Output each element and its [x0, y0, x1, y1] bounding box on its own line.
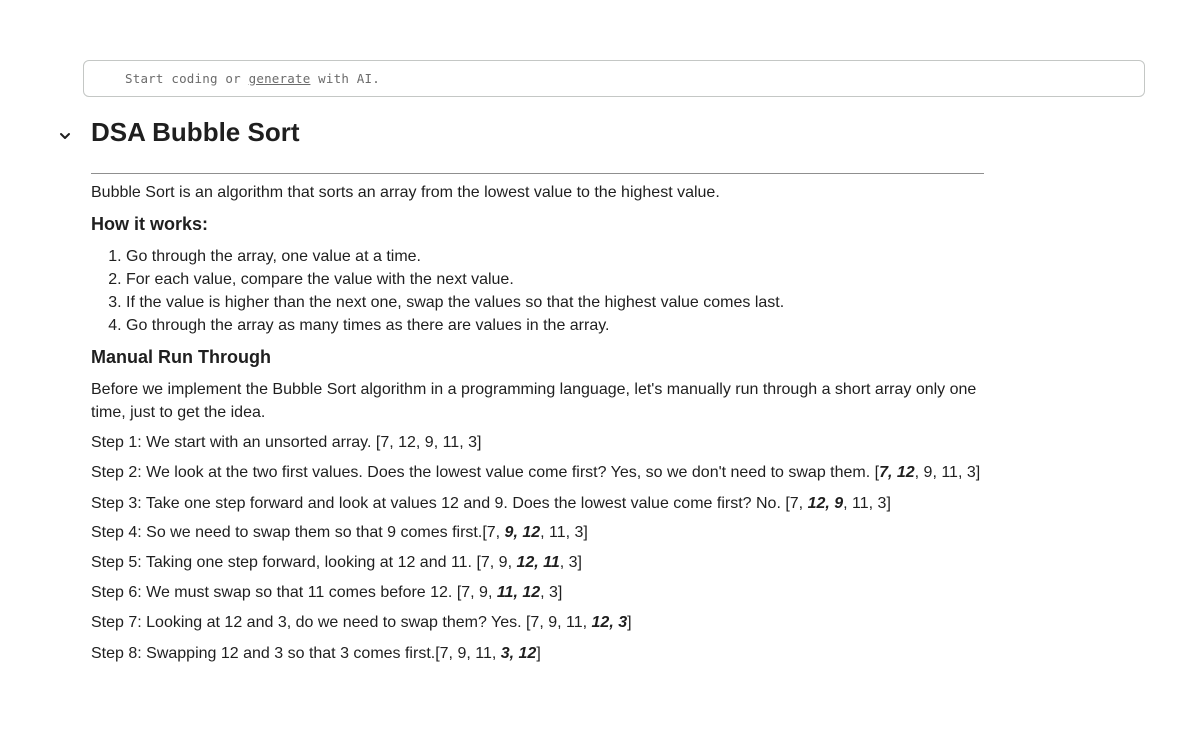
step-text: Step 4: So we need to swap them so that 9 comes first.[7, [91, 524, 505, 541]
generate-link[interactable]: generate [248, 71, 311, 86]
chevron-down-icon [56, 127, 74, 145]
step-highlight: 3, 12 [500, 645, 537, 662]
step-highlight: 12, 9 [807, 495, 844, 512]
intro-text: Bubble Sort is an algorithm that sorts an array from the lowest value to the highest value. [91, 184, 720, 201]
step-text-end: , 9, 11, 3] [914, 464, 981, 481]
step-text: Step 7: Looking at 12 and 3, do we need to swap them? Yes. [7, 9, 11, [91, 614, 592, 631]
step-line [91, 581, 562, 604]
step-line [91, 521, 588, 544]
step-text: Step 8: Swapping 12 and 3 so that 3 comes first.[7, 9, 11, [91, 645, 501, 662]
placeholder-prefix: Start coding or [125, 71, 249, 86]
step-text-end: , 3] [559, 554, 582, 571]
step-line [91, 431, 481, 454]
list-item: 3. If the value is higher than the next one, swap the values so that the highest value comes last. [126, 291, 784, 314]
code-cell-placeholder [125, 71, 380, 86]
step-line [91, 551, 582, 574]
step-text-end: , 11, 3] [540, 524, 588, 541]
code-cell-input[interactable] [83, 60, 1145, 97]
step-text: Step 5: Taking one step forward, looking at 12 and 11. [7, 9, [91, 554, 517, 571]
manual-run-heading: Manual Run Through [91, 347, 271, 367]
list-item: 2. For each value, compare the value with the next value. [126, 268, 784, 291]
section-collapse-toggle[interactable] [56, 127, 74, 145]
step-text: Step 6: We must swap so that 11 comes before 12. [7, 9, [91, 584, 497, 601]
step-text-end: , 3] [540, 584, 563, 601]
list-item: 1. Go through the array, one value at a time. [126, 245, 784, 268]
placeholder-suffix: with AI. [310, 71, 380, 86]
step-text: Step 1: We start with an unsorted array. [7, 12, 9, 11, 3] [91, 434, 482, 451]
list-item: 4. Go through the array as many times as there are values in the array. [126, 314, 784, 337]
step-text-end: ] [627, 614, 632, 631]
step-text: Step 2: We look at the two first values. Does the lowest value come first? Yes, so we don't need to swap them. [ [91, 464, 880, 481]
step-highlight: 7, 12 [879, 464, 915, 481]
step-highlight: 11, 12 [496, 584, 541, 601]
step-text-end: , 11, 3] [843, 495, 891, 512]
step-line [91, 461, 980, 484]
step-text-end: ] [536, 645, 541, 662]
section-divider [91, 173, 984, 174]
how-it-works-heading: How it works: [91, 214, 209, 234]
step-line [91, 642, 541, 665]
manual-intro-text: Before we implement the Bubble Sort algorithm in a programming language, let's manually run through a short array only one time, just to get the idea. [91, 381, 977, 421]
step-line [91, 611, 632, 634]
step-highlight: 12, 11 [516, 554, 560, 571]
step-highlight: 9, 12 [504, 524, 541, 541]
how-it-works-list [107, 245, 784, 337]
step-text: Step 3: Take one step forward and look at values 12 and 9. Does the lowest value come first? No. [7, [91, 495, 808, 512]
step-highlight: 12, 3 [591, 614, 628, 631]
section-title: DSA Bubble Sort [91, 117, 300, 147]
step-line [91, 492, 891, 515]
